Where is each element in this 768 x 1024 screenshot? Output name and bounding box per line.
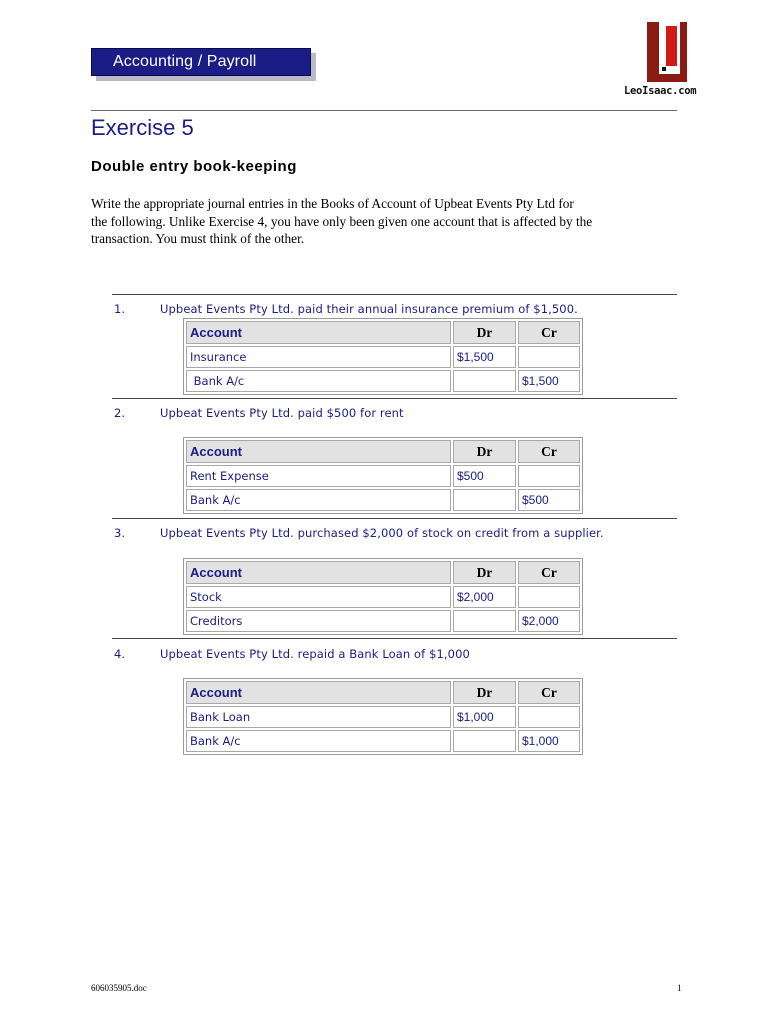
cr-cell[interactable]: [518, 706, 580, 728]
footer-page-number: 1: [677, 983, 682, 993]
account-cell[interactable]: Rent Expense: [186, 465, 451, 487]
dr-cell[interactable]: $2,000: [453, 586, 516, 608]
cr-cell[interactable]: [518, 465, 580, 487]
question-number: 4.: [114, 647, 125, 661]
page-subtitle: Double entry book-keeping: [91, 158, 297, 175]
question-number: 1.: [114, 302, 125, 316]
table-row: [186, 465, 580, 487]
account-cell[interactable]: Creditors: [186, 610, 451, 632]
table-row: [186, 610, 580, 632]
cr-cell[interactable]: $2,000: [518, 610, 580, 632]
table-header-row: [186, 561, 580, 584]
cr-cell[interactable]: [518, 586, 580, 608]
page-title: Exercise 5: [91, 115, 194, 140]
dr-header: Dr: [453, 681, 516, 704]
journal-table: [183, 318, 583, 395]
dr-header: Dr: [453, 440, 516, 463]
question-text: Upbeat Events Pty Ltd. purchased $2,000 of stock on credit from a supplier.: [160, 526, 604, 540]
question-text: Upbeat Events Pty Ltd. repaid a Bank Loan of $1,000: [160, 647, 470, 661]
account-cell[interactable]: Insurance: [186, 346, 451, 368]
account-cell[interactable]: Stock: [186, 586, 451, 608]
intro-paragraph: [91, 195, 691, 248]
journal-table: [183, 437, 583, 514]
table-row: [186, 706, 580, 728]
cr-header: Cr: [518, 321, 580, 344]
dr-cell[interactable]: [453, 489, 516, 511]
intro-line: Write the appropriate journal entries in the Books of Account of Upbeat Events Pty Ltd for: [91, 196, 574, 211]
question-divider: [112, 518, 677, 519]
table-row: [186, 586, 580, 608]
cr-cell[interactable]: $1,000: [518, 730, 580, 752]
table-header-row: [186, 321, 580, 344]
dr-header: Dr: [453, 321, 516, 344]
header-divider: [91, 110, 677, 111]
intro-line: the following. Unlike Exercise 4, you have only been given one account that is affected by the: [91, 213, 593, 229]
table-row: [186, 730, 580, 752]
account-header: Account: [186, 440, 451, 463]
question-divider: [112, 398, 677, 399]
table-header-row: [186, 681, 580, 704]
cr-header: Cr: [518, 681, 580, 704]
footer-filename: 606035905.doc: [91, 983, 147, 993]
dr-cell[interactable]: $1,500: [453, 346, 516, 368]
table-row: [186, 370, 580, 392]
cr-header: Cr: [518, 440, 580, 463]
journal-table: [183, 558, 583, 635]
dr-cell[interactable]: [453, 730, 516, 752]
question-number: 2.: [114, 406, 125, 420]
dr-cell[interactable]: [453, 370, 516, 392]
account-header: Account: [186, 561, 451, 584]
intro-line: transaction. You must think of the other.: [91, 231, 305, 246]
account-cell[interactable]: Bank A/c: [186, 730, 451, 752]
dr-header: Dr: [453, 561, 516, 584]
question-number: 3.: [114, 526, 125, 540]
account-header: Account: [186, 321, 451, 344]
logo-text: LeoIsaac.com: [624, 85, 697, 97]
question-divider: [112, 294, 677, 295]
cr-header: Cr: [518, 561, 580, 584]
account-cell[interactable]: Bank Loan: [186, 706, 451, 728]
account-cell[interactable]: Bank A/c: [186, 489, 451, 511]
cr-cell[interactable]: [518, 346, 580, 368]
table-header-row: [186, 440, 580, 463]
table-row: [186, 489, 580, 511]
question-divider: [112, 638, 677, 639]
dr-cell[interactable]: $500: [453, 465, 516, 487]
question-text: Upbeat Events Pty Ltd. paid their annual insurance premium of $1,500.: [160, 302, 578, 316]
account-cell[interactable]: Bank A/c: [186, 370, 451, 392]
table-row: [186, 346, 580, 368]
dr-cell[interactable]: [453, 610, 516, 632]
account-header: Account: [186, 681, 451, 704]
journal-table: [183, 678, 583, 755]
section-banner: Accounting / Payroll: [91, 48, 311, 76]
question-text: Upbeat Events Pty Ltd. paid $500 for rent: [160, 406, 404, 420]
cr-cell[interactable]: $1,500: [518, 370, 580, 392]
dr-cell[interactable]: $1,000: [453, 706, 516, 728]
cr-cell[interactable]: $500: [518, 489, 580, 511]
